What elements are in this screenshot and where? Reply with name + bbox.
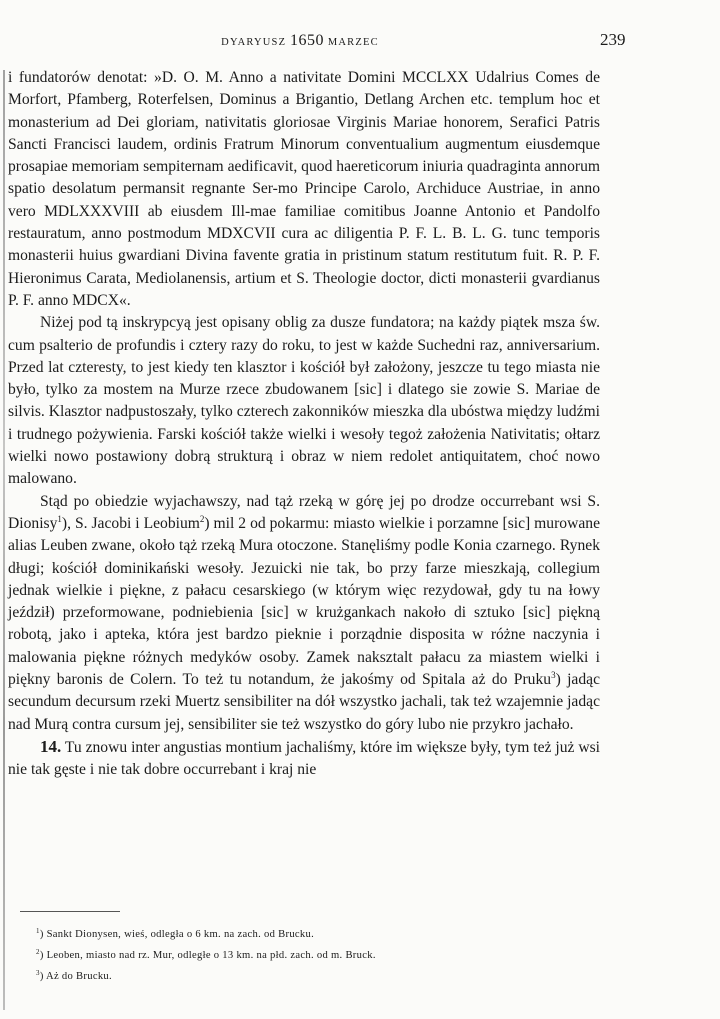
- paragraph-text: ), S. Jacobi i Leobium: [61, 514, 200, 532]
- paragraph: [8, 736, 600, 782]
- paragraph-text: ) jadąc secundum decursum rzeki Muertz sensibiliter na dół wszystko jachali, tak też wzajemnie jadąc nad Murą contra cursum jej, sensibiliter sie też wszystko do góry lubo nie przykro jachało.: [8, 671, 600, 733]
- footnote-reference: 2: [199, 513, 205, 524]
- footnote-mark: 2: [36, 948, 40, 956]
- footnote-mark: 1: [36, 927, 40, 935]
- footnote-text: ) Leoben, miasto nad rz. Mur, odległe o 13 km. na płd. zach. od m. Bruck.: [39, 950, 376, 961]
- footnote: [36, 966, 596, 987]
- paragraph: i fundatorów denotat: »D. O. M. Anno a nativitate Domini MCCLXX Udalrius Comes de Morfort, Pfamberg, Roterfelsen, Dominus a Brigantio, Detlang Archen etc. templum hoc et monasterium ad Dei gloriam, nativitatis gloriosae Virginis Mariae honorem, Serafici Patris Sancti Francisci laudem, ordinis Fratrum Minorum conventualium augmentum eiusdemque prosapiae memoriam sempiternam aedificavit, quod haereticorum iniuria quadraginta annorum spatio desolatum permansit regnante Ser-mo Principe Carolo, Archiduce Austriae, in anno vero MDLXXXVIII ab eiusdem Ill-mae familiae comitibus Joanne Antonio et Pandolfo restauratum, anno postmodum MDXCVII cura ac diligentia P. F. L. B. L. G. tunc temporis monasterii huius gwardiani Divina favente gratia in pristinum statum restitutum fuit. R. P. F. Hieronimus Carata, Mediolanensis, artium et S. Theologie doctor, dicti monasterii gvardianus P. F. anno MDCX«.: [8, 69, 600, 309]
- running-head-title: DYARYUSZ: [221, 37, 291, 48]
- paragraph-text: ) mil 2 od pokarmu: miasto wielkie i porzamne [sic] murowane alias Leuben zwane, około tąż rzeką Mura otoczone. Stanęliśmy podle Konia czarnego. Rynek długi; kościół dominikański wesoły. Jezuicki nie tak, bo przy farze mieszkają, collegium jednak wielkie i piękne, z pałacu cesarskiego (w którym więc rezydował, gdy tu na łowy jeździł) przeformowane, podniebienia [sic] w krużgankach nakoło di sztuko [sic] piękną robotą, jako i apteka, która jest bardzo pieknie i porządnie disposita w różne naczynia i malowania piękne różnych medyków osoby. Zamek naksztalt pałacu za miastem wielki i piękny baronis de Colern. To też tu notandum, że jakośmy od Spitala aż do Pruku: [8, 514, 600, 689]
- scan-edge-shadow: [3, 70, 5, 1010]
- running-head-year: 1650: [290, 32, 325, 49]
- section-number: 14.: [40, 736, 62, 756]
- footnote-reference: 3: [551, 670, 556, 681]
- paragraph: [8, 491, 600, 736]
- running-head: [0, 32, 600, 50]
- paragraph-text: Tu znowu inter angustias montium jachaliśmy, które im większe były, tym też już wsi nie tak gęste i nie tak dobre occurrebant i kraj nie: [8, 738, 600, 779]
- footnote: [36, 945, 596, 966]
- page-number: 239: [600, 30, 626, 49]
- footnote-text: ) Aż do Brucku.: [39, 971, 112, 982]
- footnote-reference: 1: [57, 513, 62, 524]
- paragraph-text: Stąd po obiedzie wyjachawszy, nad tąż rzeką w górę jej po drodze occurrebant wsi S. Dionisy: [8, 492, 600, 532]
- footnotes: [36, 924, 596, 987]
- page-header: [0, 30, 720, 52]
- main-text: [8, 67, 600, 782]
- footnote-mark: 3: [36, 969, 40, 977]
- running-head-month: MARZEC: [324, 37, 379, 48]
- paragraph: Niżej pod tą inskrypcyą jest opisany oblig za dusze fundatora; na każdy piątek msza św. cum psalterio de profundis i cztery razy do roku, to jest w każde Suchedni raz, anniversarium. Przed lat czteresty, to jest kiedy ten klasztor i kościół był założony, jeszcze tu tego miasta nie było, tylko za mostem na Murze rzece zbudowanem [sic] i dlatego sie zowie S. Mariae de silvis. Klasztor nadpustoszały, tylko czterech zakonników mieszka dla ubóstwa między ludźmi i trudnego pożywienia. Farski kościół także wielki i wesoły tegoż założenia Nativitatis; ołtarz wielki nowo postawiony dobrą strukturą i obraz w niem redolet antiquitatem, choć nowo malowano.: [8, 314, 600, 488]
- footnote: [36, 924, 596, 945]
- footnote-text: ) Sankt Dionysen, wieś, odległa o 6 km. na zach. od Brucku.: [39, 929, 315, 940]
- footnote-divider: [20, 911, 120, 912]
